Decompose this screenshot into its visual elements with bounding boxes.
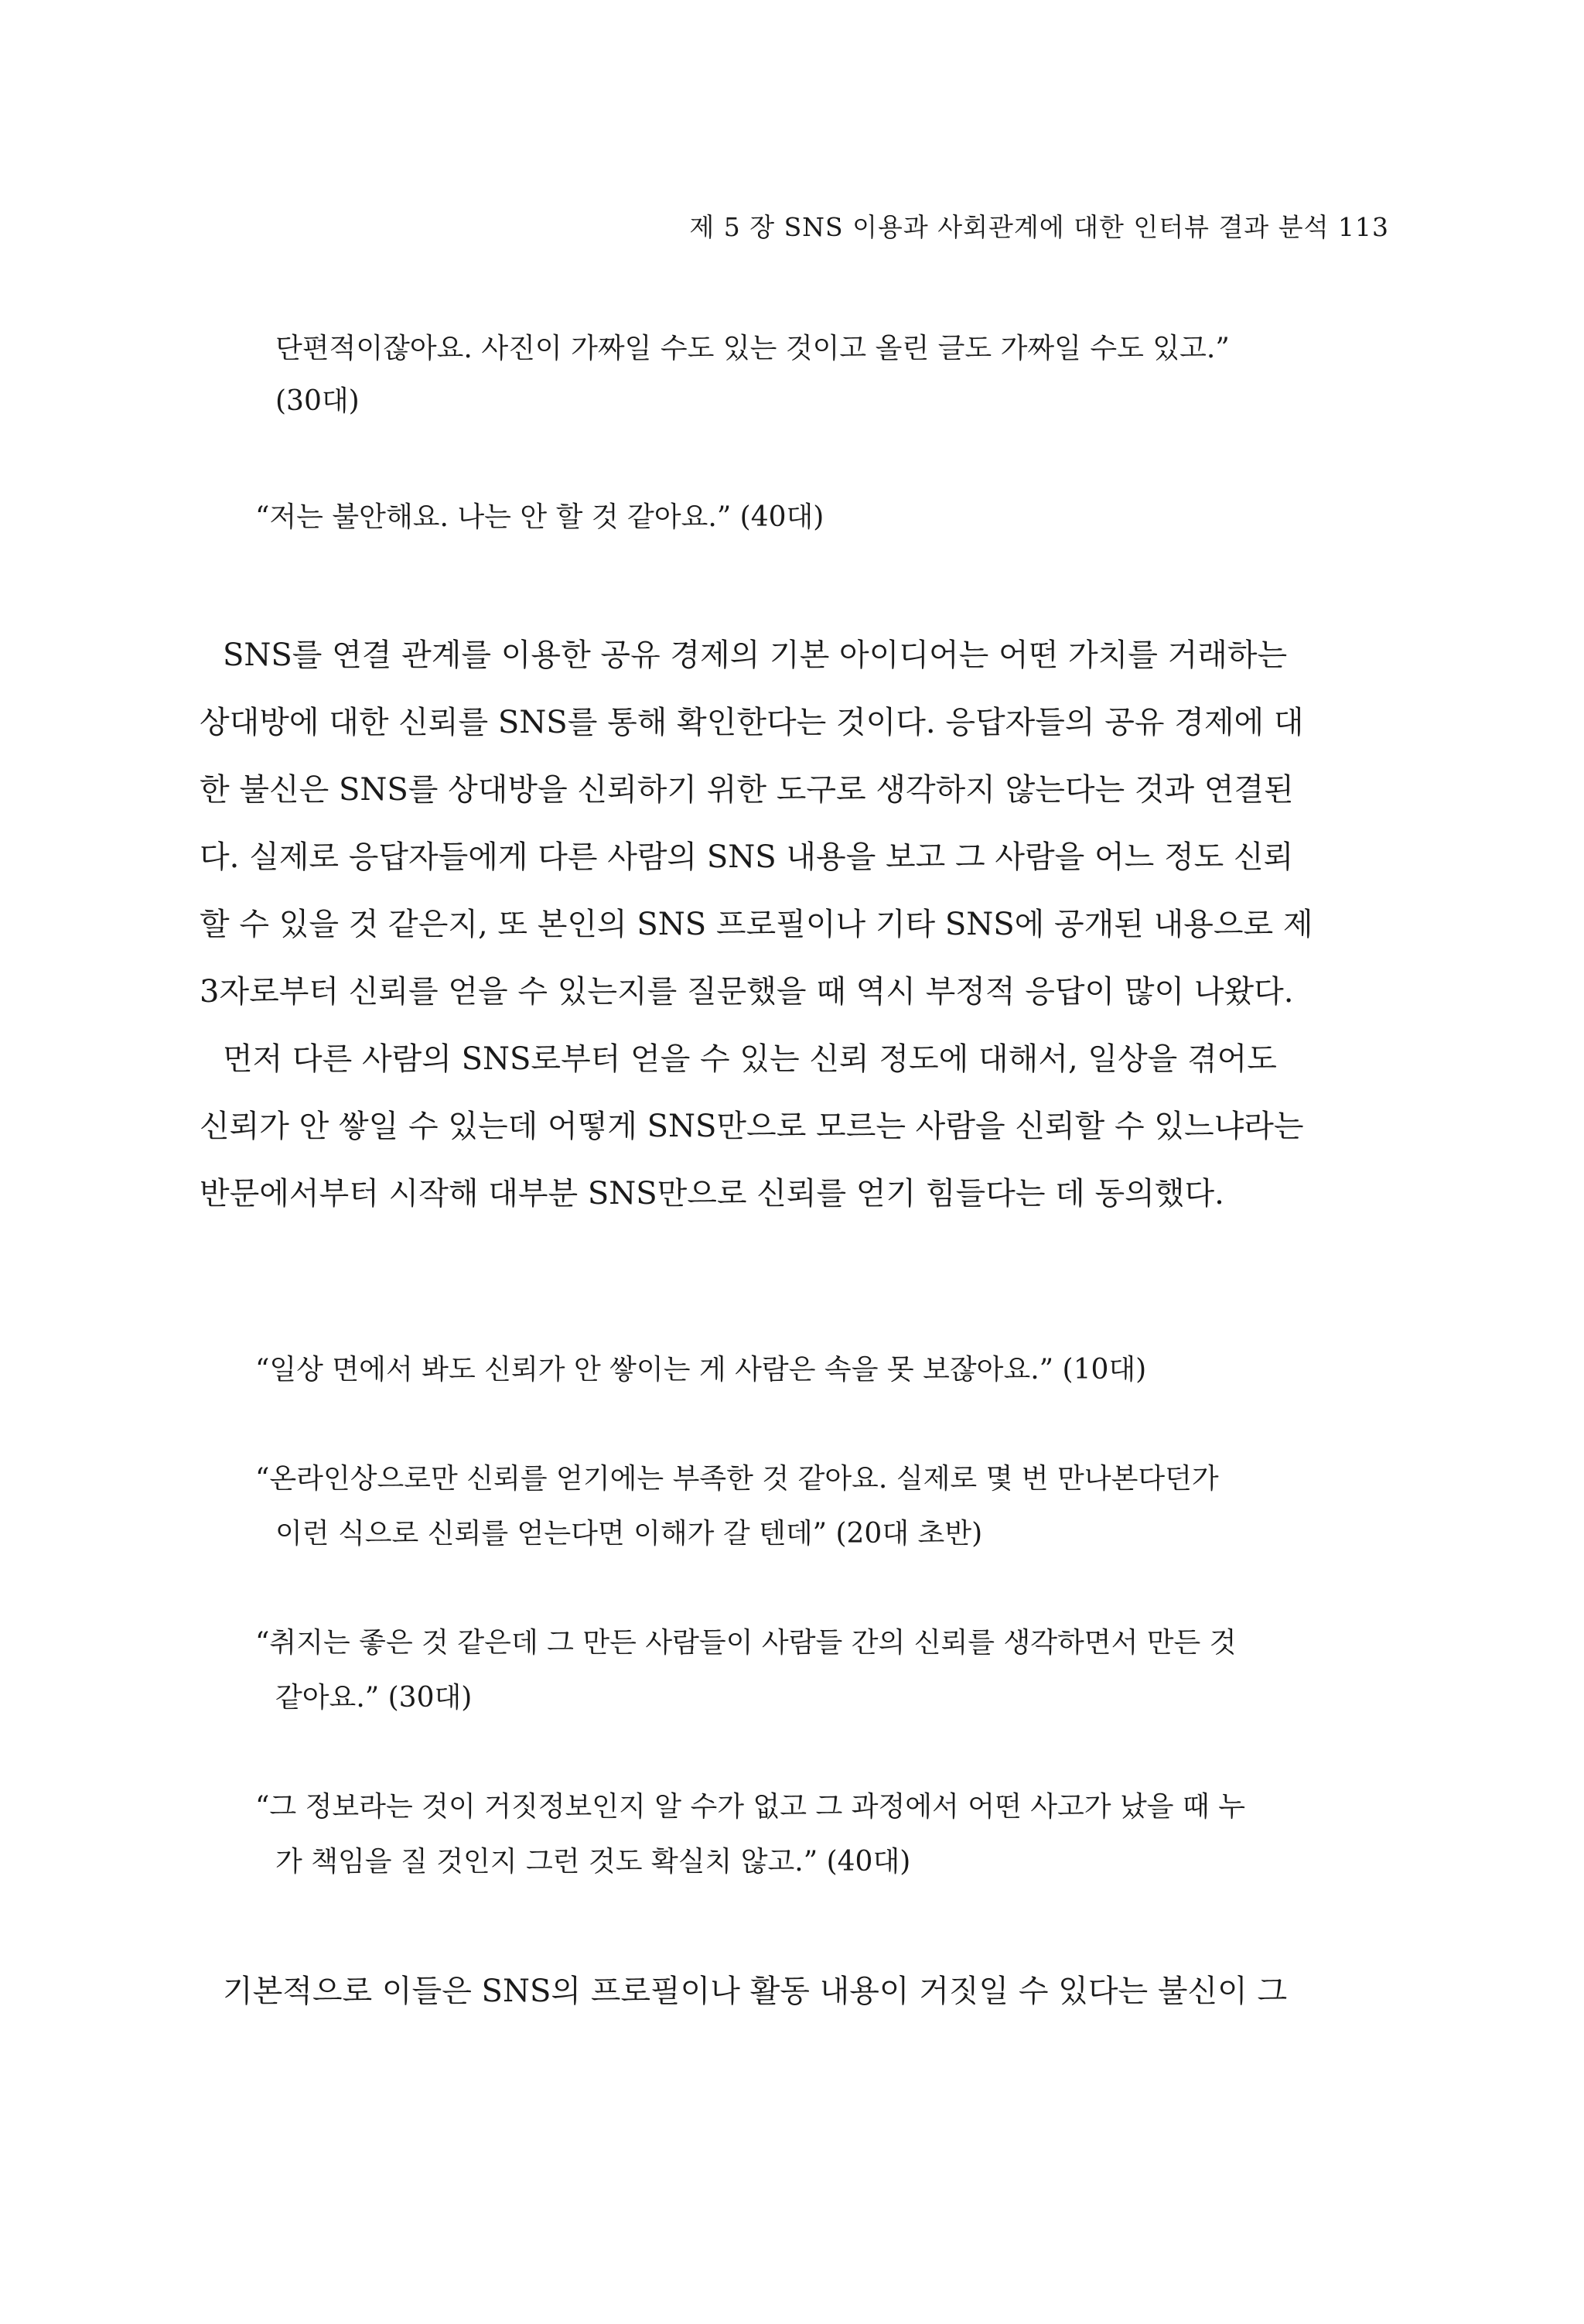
quote-e-line-2: 같아요.” (30대) [275,1682,473,1714]
paragraph-3-line-1: 기본적으로 이들은 SNS의 프로필이나 활동 내용이 거짓일 수 있다는 불신이 그 [223,1974,1288,2009]
paragraph-1-line-1: SNS를 연결 관계를 이용한 공유 경제의 기본 아이디어는 어떤 가치를 거래하는 [223,637,1288,673]
quote-d-line-2: 이런 식으로 신뢰를 얻는다면 이해가 갈 텐데” (20대 초반) [275,1518,983,1550]
quote-f-line-2: 가 책임을 질 것인지 그런 것도 확실치 않고.” (40대) [275,1846,911,1878]
quote-a-line-2: (30대) [275,385,360,417]
paragraph-2-line-2: 신뢰가 안 쌓일 수 있는데 어떻게 SNS만으로 모르는 사람을 신뢰할 수 있느냐라는 [200,1109,1304,1144]
paragraph-1-line-6: 3자로부터 신뢰를 얻을 수 있는지를 질문했을 때 역시 부정적 응답이 많이 나왔다. [200,974,1294,1010]
paragraph-1-line-5: 할 수 있을 것 같은지, 또 본인의 SNS 프로필이나 기타 SNS에 공개된 내용으로 제 [200,907,1313,942]
quote-b-line-1: “저는 불안해요. 나는 안 할 것 같아요.” (40대) [255,501,824,533]
paragraph-2-line-1: 먼저 다른 사람의 SNS로부터 얻을 수 있는 신뢰 정도에 대해서, 일상을 겪어도 [223,1041,1277,1077]
paragraph-1-line-4: 다. 실제로 응답자들에게 다른 사람의 SNS 내용을 보고 그 사람을 어느 정도 신뢰 [200,839,1294,875]
quote-a-line-1: 단편적이잖아요. 사진이 가짜일 수도 있는 것이고 올린 글도 가짜일 수도 있고.” [275,333,1230,364]
quote-c-line-1: “일상 면에서 봐도 신뢰가 안 쌓이는 게 사람은 속을 못 보잖아요.” (10대) [255,1354,1147,1386]
running-header: 제 5 장 SNS 이용과 사회관계에 대한 인터뷰 결과 분석 113 [689,212,1389,242]
paragraph-2-line-3: 반문에서부터 시작해 대부분 SNS만으로 신뢰를 얻기 힘들다는 데 동의했다. [200,1176,1224,1212]
quote-f-line-1: “그 정보라는 것이 거짓정보인지 알 수가 없고 그 과정에서 어떤 사고가 났을 때 누 [255,1791,1246,1823]
paragraph-1-line-2: 상대방에 대한 신뢰를 SNS를 통해 확인한다는 것이다. 응답자들의 공유 경제에 대 [200,705,1304,740]
quote-d-line-1: “온라인상으로만 신뢰를 얻기에는 부족한 것 같아요. 실제로 몇 번 만나본다던가 [255,1463,1219,1495]
quote-e-line-1: “취지는 좋은 것 같은데 그 만든 사람들이 사람들 간의 신뢰를 생각하면서 만든 것 [255,1627,1237,1659]
paragraph-1-line-3: 한 불신은 SNS를 상대방을 신뢰하기 위한 도구로 생각하지 않는다는 것과 연결된 [200,772,1294,808]
